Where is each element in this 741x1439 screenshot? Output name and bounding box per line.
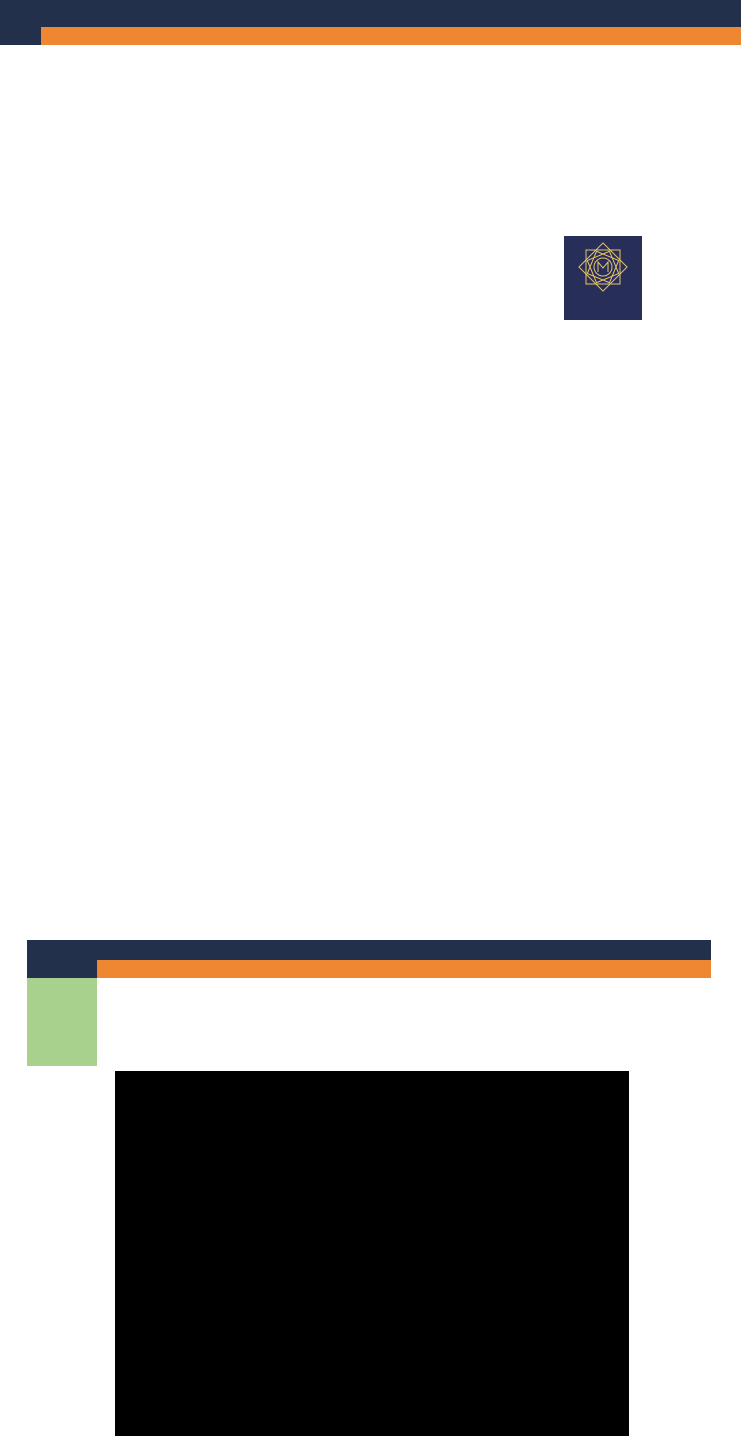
crypto-markets-table <box>27 940 711 1066</box>
crypto-title-bar <box>27 940 711 960</box>
crypto-header-corner <box>27 960 97 978</box>
crypto-section-label <box>27 978 97 1066</box>
treasury-curve-chart <box>115 1071 629 1436</box>
logo-icon <box>564 236 642 306</box>
magnelibra-logo <box>564 236 642 320</box>
crypto-column-headers <box>97 960 711 978</box>
futures-title-bar <box>0 0 741 27</box>
futures-column-headers <box>41 27 741 45</box>
treasury-curve-svg <box>115 1071 629 1436</box>
header-corner <box>0 27 41 45</box>
